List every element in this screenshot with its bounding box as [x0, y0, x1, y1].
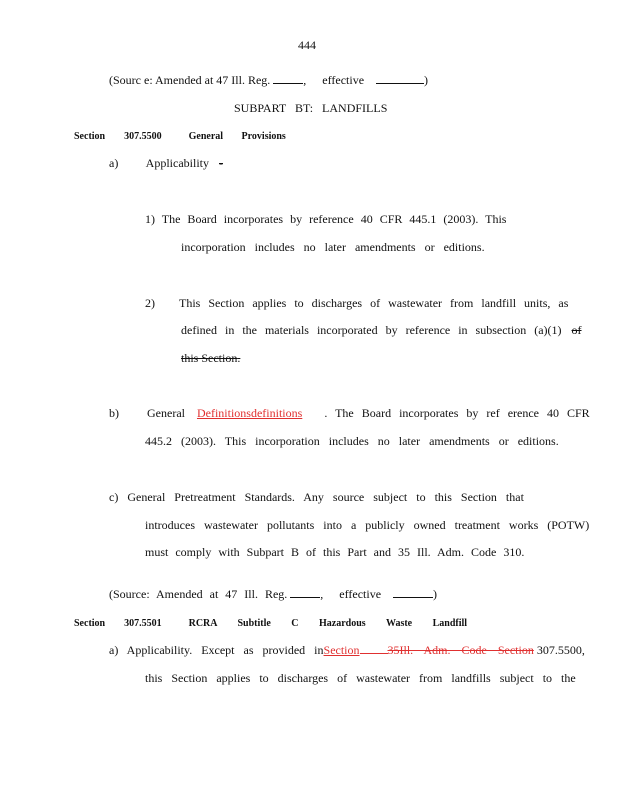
- subsection-c-line1: c) General Pretreatment Standards. Any source subject to this Section that: [109, 490, 524, 504]
- page-number: 444: [298, 38, 316, 52]
- source-note-effective: effective: [322, 73, 365, 87]
- subsection-c-line3: must comply with Subpart B of this Part and 35 Ill. Adm. Code 310.: [145, 545, 525, 559]
- paragraph-a1-line2: incorporation includes no later amendments or editions.: [181, 240, 485, 254]
- source-note-suffix: ): [433, 587, 438, 601]
- deleted-text: 35Ill. Adm. Code Section: [387, 643, 534, 657]
- paragraph-a2-line3: [181, 351, 240, 365]
- subsection-marker: a): [109, 156, 119, 170]
- source-note: [109, 73, 428, 87]
- inserted-text: Definitionsdefinitions: [196, 406, 303, 420]
- subsection-text: a) Applicability. Except as provided in: [109, 643, 324, 657]
- section-title: RCRA Subtitle C Hazardous Waste Landfill: [188, 618, 468, 629]
- subsection-text: . The Board incorporates by ref erence 40 CFR: [324, 406, 590, 420]
- section-heading: [74, 130, 286, 144]
- subsection-a-5501-line1: [109, 643, 585, 657]
- subsection-title: Applicability: [145, 156, 209, 170]
- paragraph-text: defined in the materials incorporated by reference in subsection (a)(1): [181, 323, 562, 337]
- paragraph-a2-line2: [181, 323, 582, 337]
- register-blank: [273, 73, 303, 84]
- section-number: 307.5500: [124, 131, 162, 142]
- section-heading: [74, 617, 467, 631]
- paragraph-a1-line1: 1) The Board incorporates by reference 40 CFR 445.1 (2003). This: [145, 212, 507, 226]
- subsection-text: General: [147, 406, 185, 420]
- effective-date-blank: [393, 587, 433, 598]
- subsection-b-line1: [109, 406, 590, 420]
- register-blank: [290, 587, 320, 598]
- subsection-a-5501-line2: this Section applies to discharges of wastewater from landfills subject to the: [145, 671, 576, 685]
- source-note-suffix: ): [424, 73, 429, 87]
- section-label: Section: [74, 131, 106, 142]
- deleted-period: .: [237, 351, 241, 365]
- paragraph-a2-line1: [145, 296, 568, 310]
- subsection-a: [109, 156, 223, 170]
- source-note-comma: ,: [303, 73, 307, 87]
- subsection-b-line2: 445.2 (2003). This incorporation includes no later amendments or editions.: [145, 434, 559, 448]
- deleted-text: of: [571, 323, 582, 337]
- source-note-prefix: (Sourc e: Amended at 47 Ill. Reg.: [109, 73, 271, 87]
- deleted-text: this Section: [181, 351, 238, 365]
- paragraph-text: This Section applies to discharges of wastewater from landfill units, as: [179, 296, 569, 310]
- section-title: General Provisions: [188, 131, 286, 142]
- subsection-marker: b): [109, 406, 119, 420]
- section-number: 307.5501: [124, 618, 162, 629]
- subpart-heading: SUBPART BT: LANDFILLS: [234, 101, 388, 115]
- source-note: [109, 587, 437, 601]
- source-note-effective: effective: [339, 587, 382, 601]
- inserted-text: Section: [323, 643, 360, 657]
- effective-date-blank: [376, 73, 424, 84]
- source-note-prefix: (Source: Amended at 47 Ill. Reg.: [109, 587, 288, 601]
- subsection-c-line2: introduces wastewater pollutants into a publicly owned treatment works (POTW): [145, 518, 590, 532]
- subsection-text: 307.5500,: [536, 643, 585, 657]
- section-label: Section: [74, 618, 106, 629]
- deleted-mark: -: [219, 156, 223, 170]
- source-note-comma: ,: [320, 587, 324, 601]
- paragraph-marker: 2): [145, 296, 155, 310]
